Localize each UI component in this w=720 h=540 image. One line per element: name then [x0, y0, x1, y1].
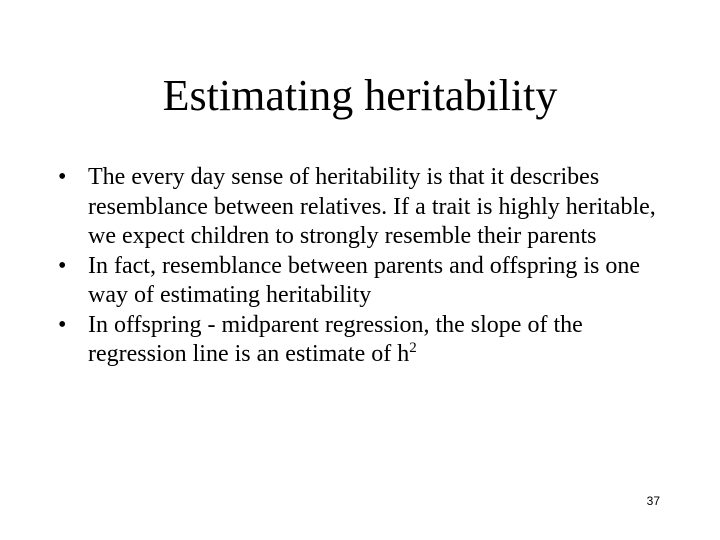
- bullet-icon: •: [58, 311, 67, 338]
- bullet-text: The every day sense of heritability is that it describes resemblance between relatives. If a trait is highly heritable, we expect children to strongly resemble their parents: [88, 164, 656, 249]
- slide-title: Estimating heritability: [162, 71, 558, 120]
- bullet-text: In fact, resemblance between parents and offspring is one way of estimating heritability: [88, 252, 641, 308]
- bullet-item: [58, 252, 678, 311]
- slide-number: 37: [646, 494, 660, 508]
- bullet-item: [58, 311, 678, 370]
- superscript-exponent: 2: [409, 340, 417, 356]
- bullet-icon: •: [58, 164, 67, 190]
- bullet-icon: •: [58, 252, 67, 279]
- bullet-list: [58, 163, 678, 370]
- bullet-item: [58, 163, 678, 252]
- bullet-text: [88, 312, 583, 368]
- bullet-text-main: In offspring - midparent regression, the slope of the regression line is an estimate of h: [88, 311, 583, 367]
